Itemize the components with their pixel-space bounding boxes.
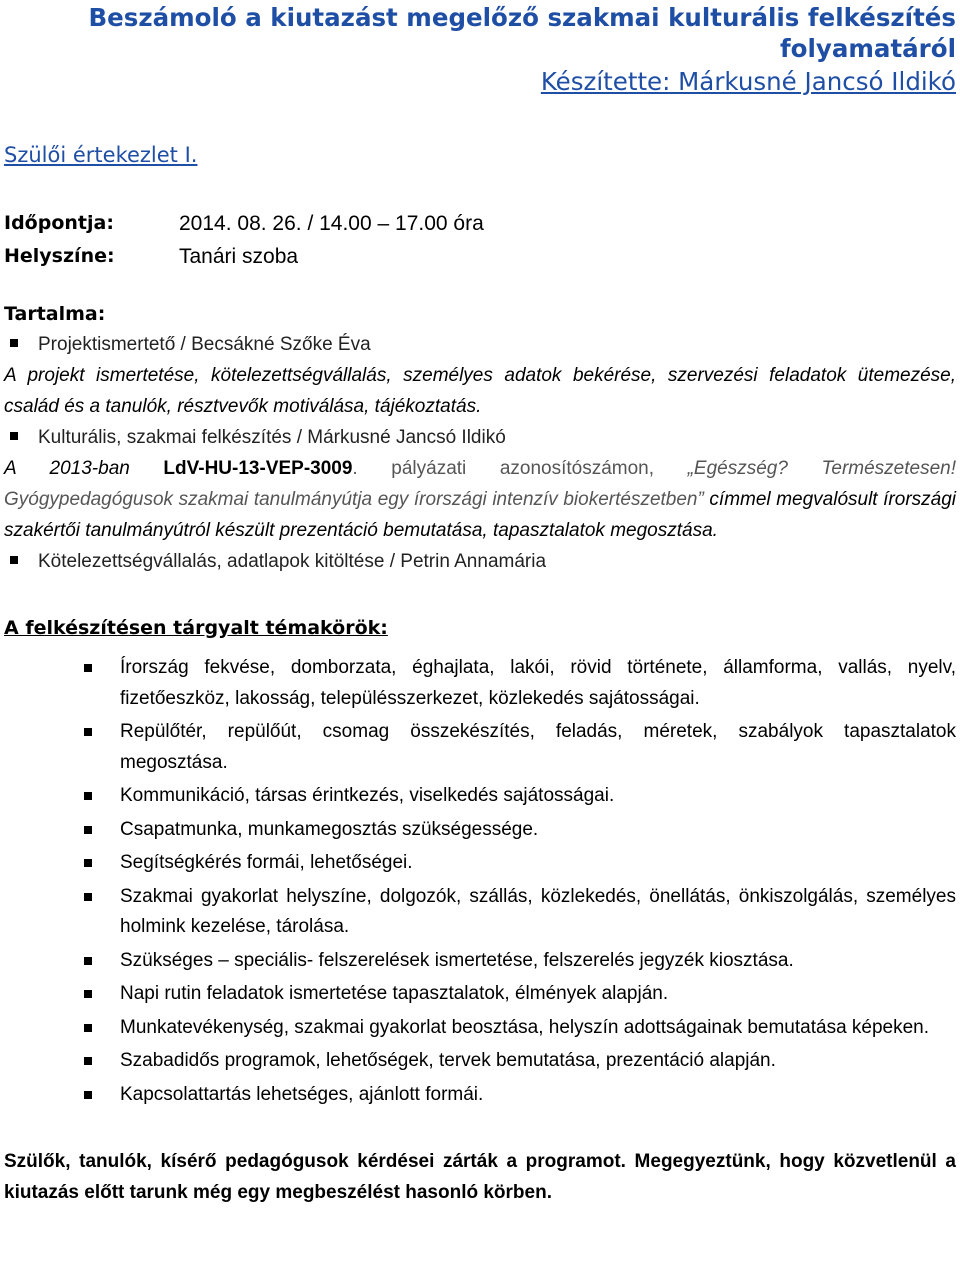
topics-heading: A felkészítésen tárgyalt témakörök: <box>4 617 388 639</box>
square-bullet-icon <box>84 1024 92 1032</box>
project-title-italic: „Egészség? Természetesen! Gyógypedagógusok szakmai tanulmányútja egy írországi intenzív biokertészetben” <box>4 458 956 510</box>
square-bullet-icon <box>84 728 92 736</box>
list-item: Kommunikáció, társas érintkezés, viselkedés sajátosságai. <box>84 781 956 812</box>
content-item-3-text: Kötelezettségvállalás, adatlapok kitöltése / Petrin Annamária <box>38 551 547 572</box>
content-item-3 <box>4 546 956 577</box>
list-item: Kapcsolattartás lehetséges, ajánlott formái. <box>84 1080 956 1111</box>
square-bullet-icon <box>10 432 18 440</box>
square-bullet-icon <box>84 664 92 672</box>
content-label: Tartalma: <box>4 303 106 325</box>
document-title <box>4 0 956 64</box>
place-row <box>4 240 956 273</box>
square-bullet-icon <box>10 556 18 564</box>
square-bullet-icon <box>84 1057 92 1065</box>
content-item-1-text: Projektismertető / Becsákné Szőke Éva <box>38 334 371 355</box>
list-item: Segítségkérés formái, lehetőségei. <box>84 848 956 879</box>
square-bullet-icon <box>84 893 92 901</box>
list-item: Napi rutin feladatok ismertetése tapasztalatok, élmények alapján. <box>84 979 956 1010</box>
list-item: Szakmai gyakorlat helyszíne, dolgozók, szállás, közlekedés, önellátás, önkiszolgálás, személyes holmink kezelése, tárolása. <box>84 882 956 943</box>
content-item-2 <box>4 422 956 453</box>
content-item-2-description <box>4 453 956 546</box>
list-item: Írország fekvése, domborzata, éghajlata, lakói, rövid története, államforma, vallás, nyelv, fizetőeszköz, lakosság, településszerkezet, közlekedés sajátosságai. <box>84 653 956 714</box>
list-item: Repülőtér, repülőút, csomag összekészítés, feladás, méretek, szabályok tapasztalatok megosztása. <box>84 717 956 778</box>
square-bullet-icon <box>84 990 92 998</box>
square-bullet-icon <box>84 826 92 834</box>
closing-paragraph: Szülők, tanulók, kísérő pedagógusok kérdései zárták a programot. Megegyeztünk, hogy közvetlenül a kiutazás előtt tarunk még egy megbeszélést hasonló körben. <box>4 1151 956 1203</box>
list-item: Csapatmunka, munkamegosztás szükségessége. <box>84 815 956 846</box>
topics-list <box>4 653 956 1110</box>
content-item-1 <box>4 329 956 360</box>
list-item: Szabadidős programok, lehetőségek, tervek bemutatása, prezentáció alapján. <box>84 1046 956 1077</box>
square-bullet-icon <box>10 339 18 347</box>
content-item-1-description: A projekt ismertetése, kötelezettségvállalás, személyes adatok bekérése, szervezési feladatok ütemezése, család és a tanulók, résztvevők motiválása, tájékoztatás. <box>4 365 956 417</box>
square-bullet-icon <box>84 957 92 965</box>
content-item-2-text: Kulturális, szakmai felkészítés / Márkusné Jancsó Ildikó <box>38 427 506 448</box>
meeting-heading: Szülői értekezlet I. <box>4 143 198 167</box>
title-line-2: folyamatáról <box>779 34 956 63</box>
author-line: Készítette: Márkusné Jancsó Ildikó <box>540 67 956 96</box>
list-item: Munkatevékenység, szakmai gyakorlat beosztása, helyszín adottságainak bemutatása képeken. <box>84 1013 956 1044</box>
square-bullet-icon <box>84 859 92 867</box>
meta-block <box>4 207 956 273</box>
list-item: Szükséges – speciális- felszerelések ismertetése, felszerelés jegyzék kiosztása. <box>84 946 956 977</box>
item2-part3: címmel megvalósult írországi szakértői tanulmányútról készült prezentáció bemutatása, tapasztalatok megosztása. <box>4 489 957 541</box>
time-label: Időpontja: <box>4 212 114 234</box>
item2-part2: . pályázati azonosítószámon, <box>352 458 688 479</box>
item2-part1: A 2013-ban <box>4 458 164 479</box>
place-value: Tanári szoba <box>179 245 299 268</box>
time-value: 2014. 08. 26. / 14.00 – 17.00 óra <box>179 212 484 235</box>
place-label: Helyszíne: <box>4 245 115 267</box>
time-row <box>4 207 956 240</box>
square-bullet-icon <box>84 1091 92 1099</box>
title-line-1: Beszámoló a kiutazást megelőző szakmai kulturális felkészítés <box>88 3 956 32</box>
square-bullet-icon <box>84 792 92 800</box>
project-code: LdV-HU-13-VEP-3009 <box>163 458 353 479</box>
